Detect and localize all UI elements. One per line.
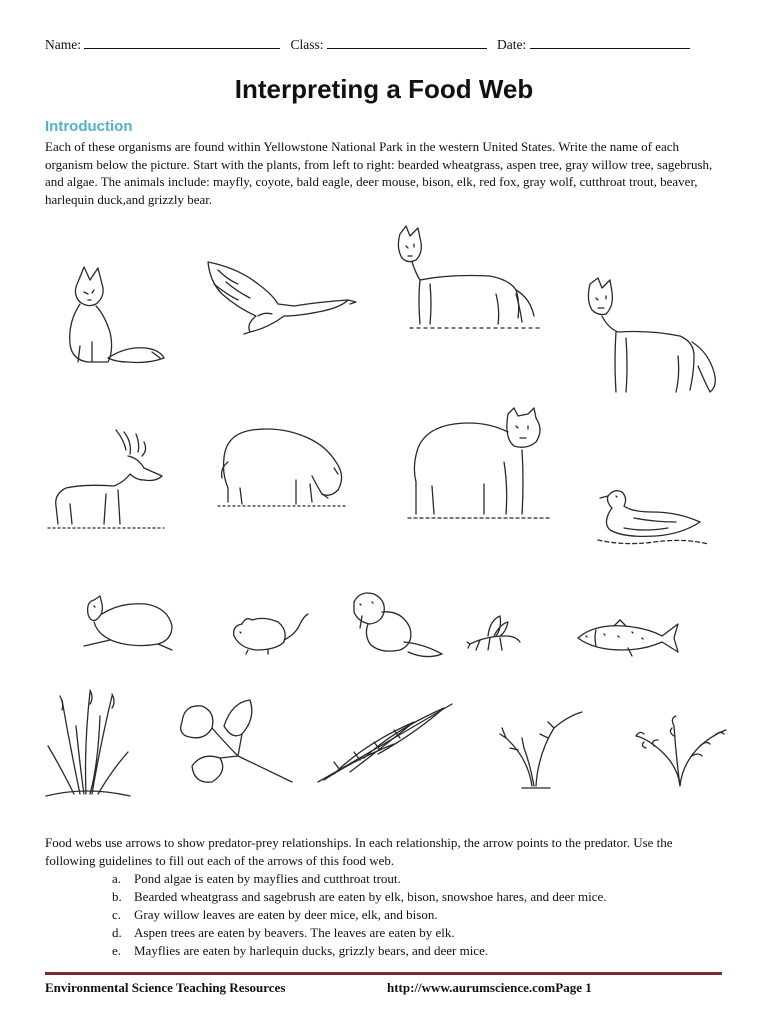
snowshoe-hare-illustration-icon <box>80 592 178 654</box>
trout-illustration-icon <box>574 618 682 658</box>
guideline-letter: d. <box>112 925 122 940</box>
beaver-illustration-icon <box>340 588 446 660</box>
guideline-text: Mayflies are eaten by harlequin ducks, grizzly bears, and deer mice. <box>134 943 489 958</box>
food-web-paragraph: Food webs use arrows to show predator-prey relationships. In each relationship, the arrow points to the predator. Use the following guidelines to fill out each of the arrows of this food web. <box>45 835 673 868</box>
mayfly-illustration-icon <box>466 614 524 656</box>
bison-illustration-icon <box>212 418 352 510</box>
name-blank[interactable] <box>84 36 280 49</box>
introduction-heading: Introduction <box>45 118 133 135</box>
guideline-item <box>112 906 607 924</box>
guideline-item <box>112 924 607 942</box>
guideline-letter: b. <box>112 889 122 904</box>
guidelines-list <box>112 870 607 960</box>
deer-mouse-illustration-icon <box>228 610 312 658</box>
footer-divider <box>45 972 722 975</box>
guideline-item <box>112 888 607 906</box>
coyote-illustration-icon <box>580 276 725 398</box>
class-blank[interactable] <box>327 36 487 49</box>
introduction-paragraph: Each of these organisms are found within Yellowstone National Park in the western United States. Write the name of each organism below the picture. Start with the plants, from left to right: bearded wheatgrass, aspen tree, gray willow tree, sagebrush, and algae. The animals include: mayfly, coyote, bald eagle, deer mouse, bison, elk, red fox, gray wolf, cutthroat trout, beaver, harlequin duck,and grizzly bear. <box>45 139 713 207</box>
footer-publisher: Environmental Science Teaching Resources <box>45 980 286 995</box>
sagebrush-illustration-icon <box>630 706 730 788</box>
student-info-header <box>45 36 690 53</box>
date-label: Date: <box>497 37 527 52</box>
guideline-text: Aspen trees are eaten by beavers. The leaves are eaten by elk. <box>134 925 455 940</box>
wheatgrass-illustration-icon <box>40 686 134 800</box>
grizzly-bear-illustration-icon <box>404 402 554 522</box>
algae-illustration-icon <box>492 708 586 790</box>
guideline-text: Pond algae is eaten by mayflies and cutthroat trout. <box>134 871 401 886</box>
guideline-letter: c. <box>112 907 122 922</box>
guideline-letter: a. <box>112 871 122 886</box>
guideline-text: Gray willow leaves are eaten by deer mice, elk, and bison. <box>134 907 438 922</box>
page-title: Interpreting a Food Web <box>234 74 534 104</box>
footer-url-page[interactable]: http://www.aurumscience.comPage 1 <box>387 980 592 995</box>
elk-illustration-icon <box>44 428 170 532</box>
eagle-illustration-icon <box>198 254 358 336</box>
wolf-illustration-icon <box>390 224 545 334</box>
willow-branch-illustration-icon <box>314 700 462 788</box>
guideline-letter: e. <box>112 943 122 958</box>
class-label: Class: <box>290 37 324 52</box>
name-label: Name: <box>45 37 81 52</box>
guideline-item <box>112 870 607 888</box>
guideline-item <box>112 942 607 960</box>
date-blank[interactable] <box>530 36 690 49</box>
fox-illustration-icon <box>48 262 168 367</box>
guideline-text: Bearded wheatgrass and sagebrush are eaten by elk, bison, snowshoe hares, and deer mice. <box>134 889 607 904</box>
harlequin-duck-illustration-icon <box>594 488 712 550</box>
aspen-leaves-illustration-icon <box>172 696 296 794</box>
